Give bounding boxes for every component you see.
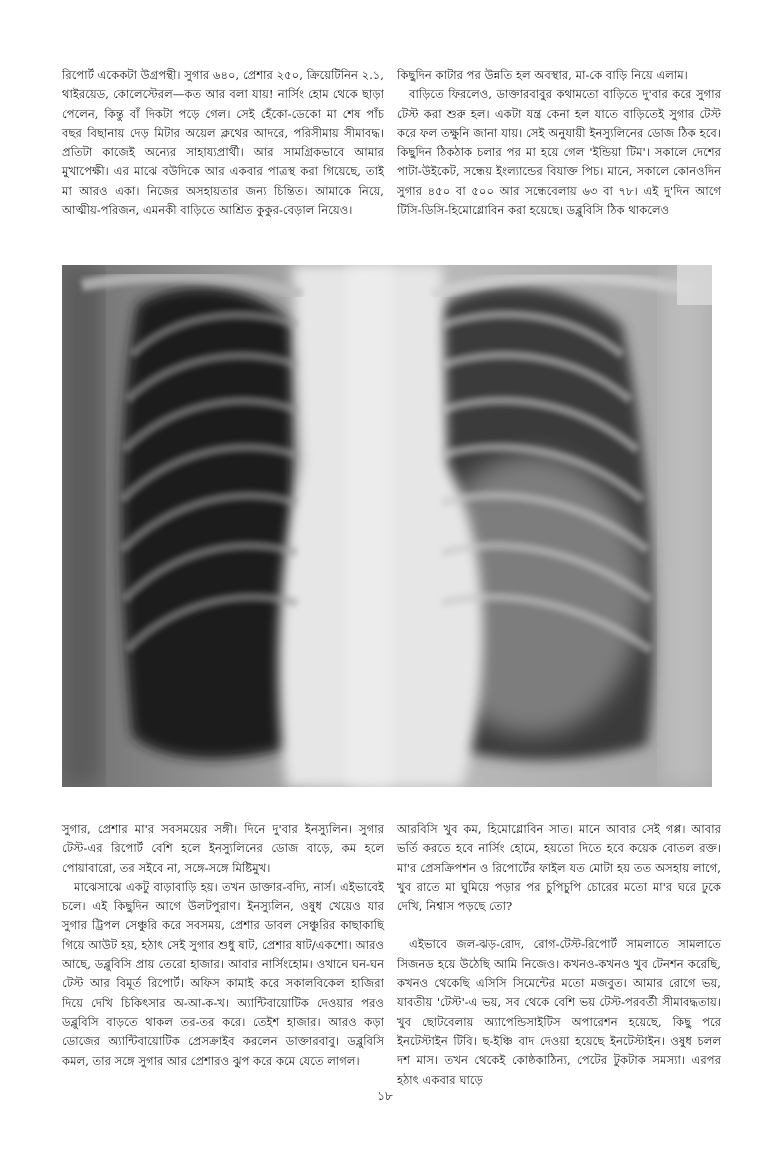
text-column-bottom-right [397, 820, 721, 1090]
paragraph: এইভাবে জল-ঝড়-রোদ, রোগ-টেস্ট-রিপোর্ট সামলাতে সামলাতে সিজনড হয়ে উঠেছি আমি নিজেও। কখনও-কখনও খুব টেনশন করেছি, কখনও থেকেছি এসিসি সিমেন্টের মতো মজবুত। আমার রোগে ভয়, যাবতীয় 'টেস্ট'-এ ভয়, সব থেকে বেশি ভয় টেস্ট-পরবর্তী সীমাবদ্ধতায়। খুব ছোটবেলায় অ্যাপেন্ডিসাইটিস অপারেশন হয়েছে, কিছু পরে ইনটেস্টাইন টিবি। ছ-ইঞ্চি বাদ দেওয়া হয়েছে ইনটেস্টাইন। ওষুধ চলল দশ মাস। তখন থেকেই কোষ্ঠকাঠিন্য, পেটের টুকটাক সমস্যা। এরপর হঠাৎ একবার ঘাড়ে [397, 937, 721, 1087]
paragraph: আরবিসি খুব কম, হিমোগ্লোবিন সাত। মানে আবার সেই গপ্প। আবার ভর্তি করতে হবে নার্সিং হোমে, হয়তো দিতে হবে কয়েক বোতল রক্ত। মা'র প্রেসক্রিপশন ও রিপোর্টের ফাইল যত মোটা হয় তত অসহায় লাগে, খুব রাতে মা ঘুমিয়ে পড়ার পর চুপিচুপি চোরের মতো মা'র ঘরে ঢুকে দেখি, নিশ্বাস পড়ছে তো? [397, 822, 721, 914]
paragraph: মাঝেসাঝে একটু বাড়াবাড়ি হয়। তখন ডাক্তার-বদ্যি, নার্স। এইভাবেই চলে। এই কিছুদিন আগে উলটপুরাণ। ইনস্যুলিন, ওষুধ খেয়েও যার সুগার ট্রিপল সেঞ্চুরি করে সবসময়, প্রেশার ডাবল সেঞ্চুরির কাছাকাছি গিয়ে আউট হয়, হঠাৎ সেই সুগার শুধু ষাট, প্রেশার ষাট/একশো। আরও আছে, ডব্লুবিসি প্রায় তেরো হাজার। আবার নার্সিংহোম। ওখানে ঘন-ঘন টেস্ট আর বিমূর্ত রিপোর্ট। অফিস কামাই করে সকালবিকেল হাজিরা দিয়ে দেখি চিকিৎসার অ-আ-ক-খ। অ্যান্টিবায়োটিক দেওয়ার পরও ডব্লুবিসি বাড়তে থাকল তর-তর করে। তেইশ হাজার। আরও কড়া ডোজের অ্যান্টিবায়োটিক প্রেসক্রাইব করলেন ডাক্তারবাবু। ডব্লুবিসি কমল, তার সঙ্গে সুগার আর প্রেশারও ঝুপ করে কমে যেতে লাগল। [62, 879, 384, 1068]
text-column-top-right [397, 66, 721, 220]
text-column-bottom-left [62, 820, 384, 1071]
page-number: ১৮ [377, 1089, 393, 1103]
paragraph: রিপোর্ট একেকটা উগ্রপন্থী। সুগার ৬৪০, প্রেশার ২৫০, ক্রিয়েটিনিন ২.১, থাইরয়েড, কোলেস্টেরল—কত আর বলা যায়! নার্সিং হোম থেকে ছাড়া পেলেন, কিন্তু বাঁ দিকটা পড়ে গেল। সেই হেঁকো-ডেকো মা শেষ পাঁচ বছর বিছানায় দেড় মিটার অয়েল ক্লথের আদরে, পরিসীমায় সীমাবদ্ধ। প্রতিটা কাজেই অন্যের সাহায্যপ্রার্থী। আর সামগ্রিকভাবে আমার মুখাপেক্ষী। এর মাঝে বউদিকে আর একবার পাত্রস্থ করা গিয়েছে, তাই মা আরও একা। নিজের অসহায়তার জন্য চিন্তিত। আমাকে নিয়ে, আত্মীয়-পরিজন, এমনকী বাড়িতে আশ্রিত কুকুর-বেড়াল নিয়েও। [62, 68, 384, 218]
paragraph: সুগার, প্রেশার মা'র সবসময়ের সঙ্গী। দিনে দু'বার ইনস্যুলিন। সুগার টেস্ট-এর রিপোর্ট বেশি হলে ইনস্যুলিনের ডোজ বাড়ে, কম হলে পোয়াবারো, তর সইবে না, সঙ্গে-সঙ্গে মিষ্টিমুখ। [62, 822, 384, 875]
text-column-top-left [62, 66, 384, 220]
paragraph: বাড়িতে ফিরলেও, ডাক্তারবাবুর কথামতো বাড়িতে দু'বার করে সুগার টেস্ট করা শুরু হল। একটা যন্ত্র কেনা হল যাতে বাড়িতেই সুগার টেস্ট করে ফল তক্ষুনি জানা যায়। সেই অনুযায়ী ইনস্যুলিনের ডোজ ঠিক হবে। কিছুদিন ঠিকঠাক চলার পর মা হয়ে গেল 'ইন্ডিয়া টিম'। সকালে দেশের পাটা-উইকেট, সন্ধেয় ইংল্যান্ডের বিযাক্ত পিচ। মানে, সকালে কোনওদিন সুগার ৪৫০ বা ৫০০ আর সন্ধেবেলায় ৬৩ বা ৭৮। এই দু'দিন আগে টিসি-ডিসি-হিমোগ্লোবিন করা হয়েছে। ডব্লুবিসি ঠিক থাকলেও [397, 87, 721, 218]
paragraph: কিছুদিন কাটার পর উন্নতি হল অবস্থার, মা-কে বাড়ি নিয়ে এলাম। [397, 68, 688, 82]
chest-xray-image [62, 265, 712, 787]
